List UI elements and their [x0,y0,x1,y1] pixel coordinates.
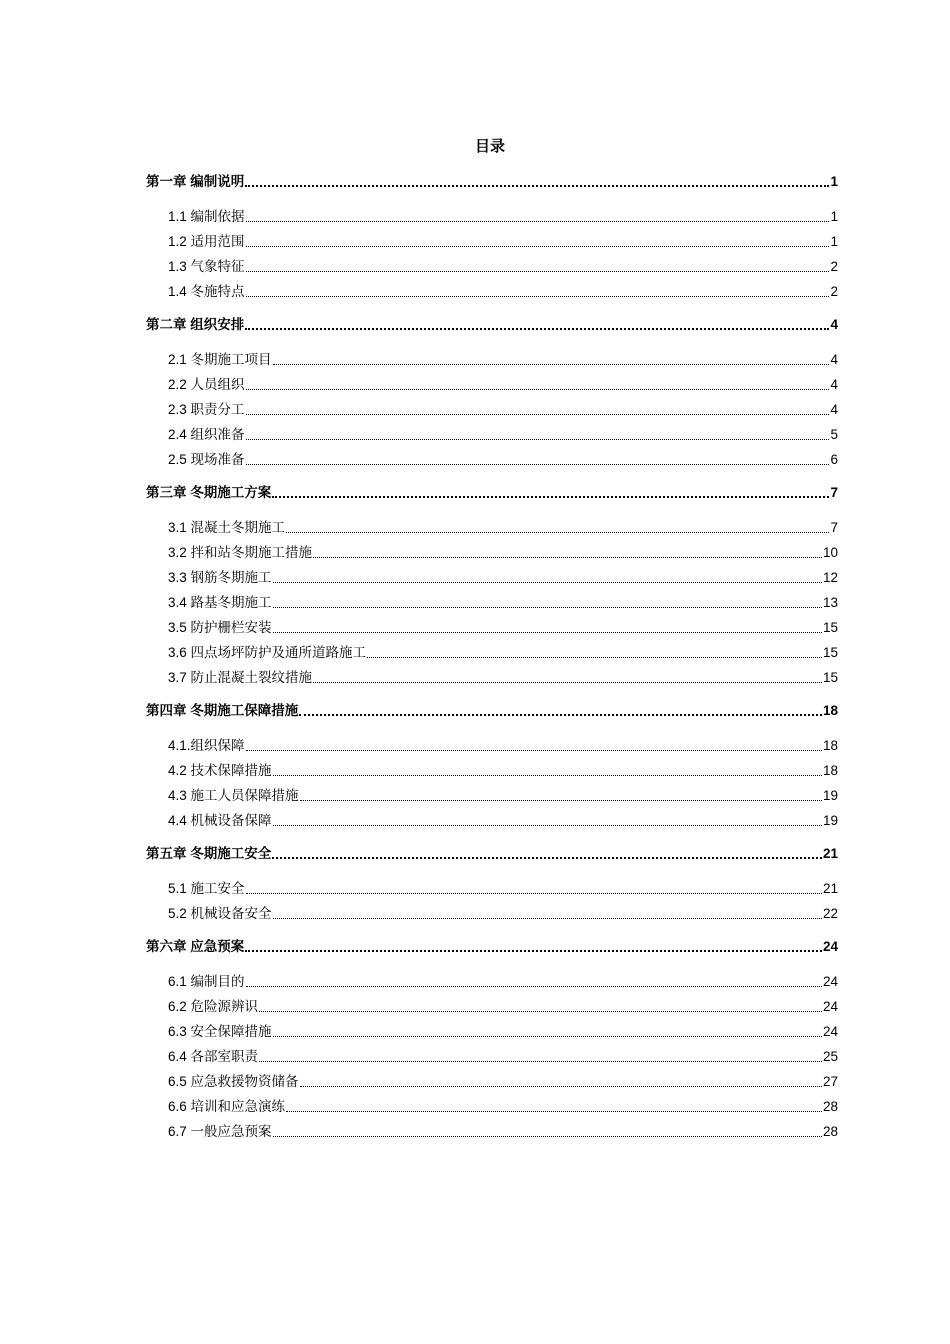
toc-page-number: 28 [822,1124,838,1139]
toc-section-label: 3.1 混凝土冬期施工 [168,520,286,535]
toc-title: 目录 [474,138,505,155]
toc-section-label: 6.1 编制目的 [168,974,245,989]
dot-leader [313,557,822,558]
toc-section-entry[interactable] [146,808,838,833]
toc-chapter-entry[interactable] [146,842,838,866]
toc-section-entry[interactable] [146,640,838,665]
toc-chapter-label: 第四章 冬期施工保障措施 [146,703,299,718]
toc-page-number: 18 [822,763,838,778]
toc-page-number: 15 [822,620,838,635]
toc-section-entry[interactable] [146,447,838,472]
dot-leader [246,464,830,465]
toc-page-number: 15 [822,645,838,660]
dot-leader [259,1061,822,1062]
toc-section-entry[interactable] [146,758,838,783]
toc-section-label: 2.4 组织准备 [168,427,245,442]
dot-leader [259,1011,822,1012]
toc-section-entry[interactable] [146,1119,838,1144]
toc-section-entry[interactable] [146,1044,838,1069]
toc-section-label: 1.3 气象特征 [168,259,245,274]
toc-section-label: 5.2 机械设备安全 [168,906,272,921]
toc-section-label: 6.2 危险源辨识 [168,999,259,1014]
toc-section-entry[interactable] [146,372,838,397]
toc-section-label: 6.6 培训和应急演练 [168,1099,286,1114]
toc-section-label: 2.5 现场准备 [168,452,245,467]
toc-section-label: 3.4 路基冬期施工 [168,595,272,610]
toc-page-number: 24 [822,1024,838,1039]
toc-page-number: 22 [822,906,838,921]
toc-section-entry[interactable] [146,1019,838,1044]
toc-page-number: 21 [822,846,838,861]
dot-leader [299,714,822,716]
dot-leader [246,296,830,297]
dot-leader [246,986,822,987]
toc-section-entry[interactable] [146,590,838,615]
toc-section-label: 6.4 各部室职责 [168,1049,259,1064]
toc-page-number: 28 [822,1099,838,1114]
toc-section-entry[interactable] [146,565,838,590]
toc-page-number: 18 [822,703,838,718]
toc-page-number: 24 [822,939,838,954]
toc-page-number: 21 [822,881,838,896]
toc-section-entry[interactable] [146,733,838,758]
dot-leader [246,414,830,415]
dot-leader [246,221,830,222]
toc-chapter-entry[interactable] [146,935,838,959]
dot-leader [273,1136,822,1137]
dot-leader [273,607,822,608]
dot-leader [286,1111,822,1112]
dot-leader [273,1036,822,1037]
toc-chapter-label: 第六章 应急预案 [146,939,245,954]
toc-page-number: 7 [830,485,838,500]
toc-page-number: 2 [830,284,838,299]
toc-section-entry[interactable] [146,1094,838,1119]
toc-section-entry[interactable] [146,422,838,447]
toc-page-number: 19 [822,788,838,803]
dot-leader [245,950,822,952]
toc-section-label: 3.3 钢筋冬期施工 [168,570,272,585]
dot-leader [245,185,829,187]
dot-leader [313,682,822,683]
toc-page-number: 1 [830,174,838,189]
toc-page-number: 19 [822,813,838,828]
toc-page-number: 7 [830,520,838,535]
toc-page-number: 10 [822,545,838,560]
dot-leader [273,364,830,365]
toc-section-label: 4.1.组织保障 [168,738,245,753]
toc-section-label: 2.1 冬期施工项目 [168,352,272,367]
dot-leader [245,328,829,330]
dot-leader [246,271,830,272]
toc-page-number: 4 [830,402,838,417]
toc-section-label: 3.7 防止混凝土裂纹措施 [168,670,313,685]
toc-section-label: 4.3 施工人员保障措施 [168,788,299,803]
toc-section-label: 3.5 防护栅栏安装 [168,620,272,635]
toc-section-entry[interactable] [146,254,838,279]
toc-page-number: 12 [822,570,838,585]
dot-leader [246,246,830,247]
dot-leader [246,750,822,751]
toc-section-entry[interactable] [146,1069,838,1094]
toc-section-label: 2.3 职责分工 [168,402,245,417]
toc-chapter-label: 第一章 编制说明 [146,174,245,189]
toc-section-entry[interactable] [146,901,838,926]
toc-chapter-entry[interactable] [146,170,838,194]
dot-leader [273,632,822,633]
toc-section-entry[interactable] [146,665,838,690]
toc-section-label: 6.7 一般应急预案 [168,1124,272,1139]
toc-section-entry[interactable] [146,783,838,808]
toc-section-label: 4.4 机械设备保障 [168,813,272,828]
toc-section-entry[interactable] [146,347,838,372]
dot-leader [273,775,822,776]
dot-leader [272,496,829,498]
toc-section-entry[interactable] [146,229,838,254]
toc-page-number: 6 [830,452,838,467]
dot-leader [367,657,822,658]
toc-section-entry[interactable] [146,969,838,994]
dot-leader [246,893,822,894]
toc-section-label: 3.2 拌和站冬期施工措施 [168,545,313,560]
toc-page-number: 15 [822,670,838,685]
dot-leader [246,389,830,390]
toc-section-label: 1.4 冬施特点 [168,284,245,299]
dot-leader [273,825,822,826]
toc-page-number: 24 [822,999,838,1014]
toc-section-label: 1.1 编制依据 [168,209,245,224]
toc-chapter-entry[interactable] [146,699,838,723]
toc-section-entry[interactable] [146,615,838,640]
toc-section-entry[interactable] [146,204,838,229]
toc-section-entry[interactable] [146,876,838,901]
toc-section-entry[interactable] [146,515,838,540]
dot-leader [286,532,829,533]
dot-leader [300,800,822,801]
toc-page-number: 27 [822,1074,838,1089]
toc-section-entry[interactable] [146,994,838,1019]
toc-section-label: 3.6 四点场坪防护及通所道路施工 [168,645,367,660]
toc-chapter-label: 第二章 组织安排 [146,317,245,332]
toc-section-label: 5.1 施工安全 [168,881,245,896]
toc-page-number: 5 [830,427,838,442]
table-of-contents [146,170,838,1144]
toc-page-number: 4 [830,317,838,332]
toc-chapter-label: 第五章 冬期施工安全 [146,846,272,861]
toc-section-entry[interactable] [146,279,838,304]
toc-page-number: 18 [822,738,838,753]
toc-section-entry[interactable] [146,540,838,565]
toc-section-label: 6.5 应急救援物资储备 [168,1074,299,1089]
toc-section-label: 4.2 技术保障措施 [168,763,272,778]
toc-page-number: 24 [822,974,838,989]
dot-leader [272,857,822,859]
toc-page-number: 4 [830,352,838,367]
toc-page-number: 1 [830,209,838,224]
toc-page-number: 1 [830,234,838,249]
toc-page-number: 4 [830,377,838,392]
toc-page-number: 2 [830,259,838,274]
dot-leader [300,1086,822,1087]
toc-section-label: 6.3 安全保障措施 [168,1024,272,1039]
dot-leader [246,439,830,440]
toc-section-entry[interactable] [146,397,838,422]
toc-chapter-label: 第三章 冬期施工方案 [146,485,272,500]
dot-leader [273,918,822,919]
toc-chapter-entry[interactable] [146,313,838,337]
toc-chapter-entry[interactable] [146,481,838,505]
toc-section-label: 1.2 适用范围 [168,234,245,249]
toc-section-label: 2.2 人员组织 [168,377,245,392]
dot-leader [273,582,822,583]
toc-page-number: 13 [822,595,838,610]
toc-page-number: 25 [822,1049,838,1064]
